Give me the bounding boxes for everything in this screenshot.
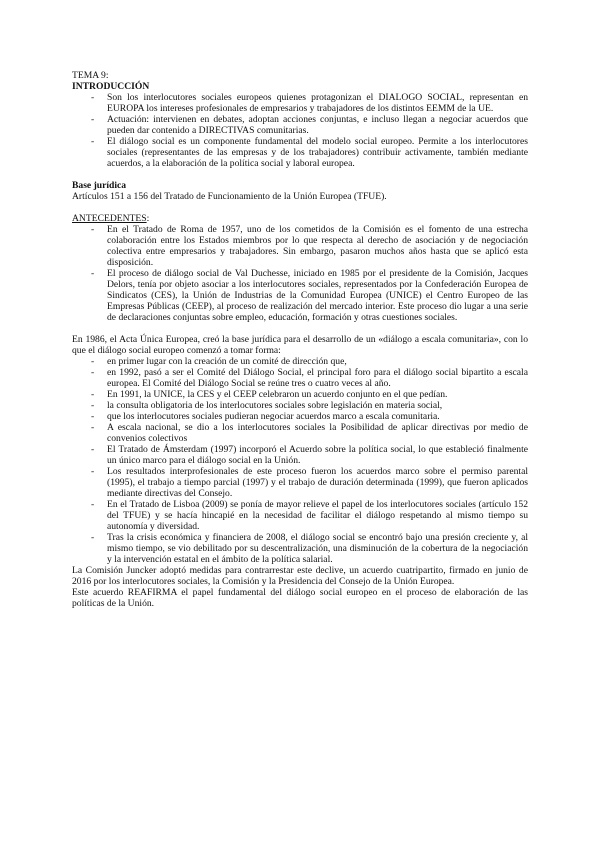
list-item: - que los interlocutores sociales pudieran negociar acuerdos marco a escala comunitaria. (72, 411, 528, 422)
list-item: - A escala nacional, se dio a los interlocutores sociales la Posibilidad de aplicar directivas por medio de convenios colectivos (72, 422, 528, 444)
base-juridica-heading: Base jurídica (72, 180, 127, 191)
introduccion-list (72, 92, 528, 169)
antecedentes-list (72, 224, 528, 323)
list-item: - En el Tratado de Roma de 1957, uno de los cometidos de la Comisión es el fomento de una estrecha colaboración entre los Estados miembros por lo que respecta al derecho de asociación y de negociación colectiva entre empresarios y trabajadores. Sin embargo, pasaron muchos años hasta que se aplicó esta disposición. (72, 224, 528, 268)
list-item: - Son los interlocutores sociales europeos quienes protagonizan el DIALOGO SOCIAL, representan en EUROPA los intereses profesionales de empresarios y trabajadores de los distintos EEMM de la UE. (72, 92, 528, 114)
base-juridica-text: Artículos 151 a 156 del Tratado de Funcionamiento de la Unión Europea (TFUE). (72, 191, 387, 202)
list-item: - Los resultados interprofesionales de este proceso fueron los acuerdos marco sobre el permiso parental (1995), el trabajo a tiempo parcial (1997) y el trabajo de duración determinada (1999), que fueron aplicados mediante directivas del Consejo. (72, 466, 528, 499)
antecedentes-colon: : (146, 213, 150, 224)
closing-paragraph: Este acuerdo REAFIRMA el papel fundamental del diálogo social europeo en el proceso de elaboración de las políticas de la Unión. (72, 587, 528, 609)
list-item: - en 1992, pasó a ser el Comité del Diálogo Social, el principal foro para el diálogo social bipartito a escala europea. El Comité del Diálogo Social se reúne tres o cuatro veces al año. (72, 367, 528, 389)
list-item: - El proceso de diálogo social de Val Duchesse, iniciado en 1985 por el presidente de la Comisión, Jacques Delors, tenía por objeto asociar a los interlocutores sociales, representados por la Confederación Europea de Sindicatos (CES), la Unión de Industrias de la Comunidad Europea (UNICE) el Centro Europeo de las Empresas Públicas (CEEP), al proceso de realización del mercado interior. Este proceso dio lugar a una serie de declaraciones conjuntas sobre empleo, educación, formación y otras cuestiones sociales. (72, 268, 528, 323)
acta-unica-list (72, 356, 528, 565)
list-item: - El diálogo social es un componente fundamental del modelo social europeo. Permite a los interlocutores sociales (representantes de las empresas y de los trabajadores) contribuir activamente, también mediante acuerdos, a la elaboración de la política social y laboral europea. (72, 136, 528, 169)
acta-unica-intro: En 1986, el Acta Única Europea, creó la base jurídica para el desarrollo de un «diálogo a escala comunitaria», con lo que el diálogo social europeo comenzó a tomar forma: (72, 334, 528, 356)
introduccion-heading: INTRODUCCIÓN (72, 81, 150, 92)
list-item: - El Tratado de Ámsterdam (1997) incorporó el Acuerdo sobre la política social, lo que estableció finalmente un único marco para el diálogo social en la Unión. (72, 444, 528, 466)
list-item: - Actuación: intervienen en debates, adoptan acciones conjuntas, e incluso llegan a negociar acuerdos que pueden dar contenido a DIRECTIVAS comunitarias. (72, 114, 528, 136)
list-item: - En el Tratado de Lisboa (2009) se ponía de mayor relieve el papel de los interlocutores sociales (artículo 152 del TFUE) y se hacía hincapié en la necesidad de facilitar el diálogo respetando al mismo tiempo su autonomía y diversidad. (72, 499, 528, 532)
antecedentes-heading (72, 213, 528, 224)
list-item: - En 1991, la UNICE, la CES y el CEEP celebraron un acuerdo conjunto en el que pedían. (72, 389, 528, 400)
antecedentes-label: ANTECEDENTES (72, 213, 147, 224)
closing-paragraph: La Comisión Juncker adoptó medidas para contrarrestar este declive, un acuerdo cuatripartito, firmado en junio de 2016 por los interlocutores sociales, la Comisión y la Presidencia del Consejo de la Unión Europea. (72, 565, 528, 587)
tema-title: TEMA 9: (72, 70, 109, 81)
list-item: - la consulta obligatoria de los interlocutores sociales sobre legislación en materia social, (72, 400, 528, 411)
list-item: - en primer lugar con la creación de un comité de dirección que, (72, 356, 528, 367)
list-item: - Tras la crisis económica y financiera de 2008, el diálogo social se encontró bajo una presión creciente y, al mismo tiempo, se vio debilitado por su descentralización, una disminución de la cobertura de la negociación y la intervención estatal en el ámbito de la política salarial. (72, 532, 528, 565)
